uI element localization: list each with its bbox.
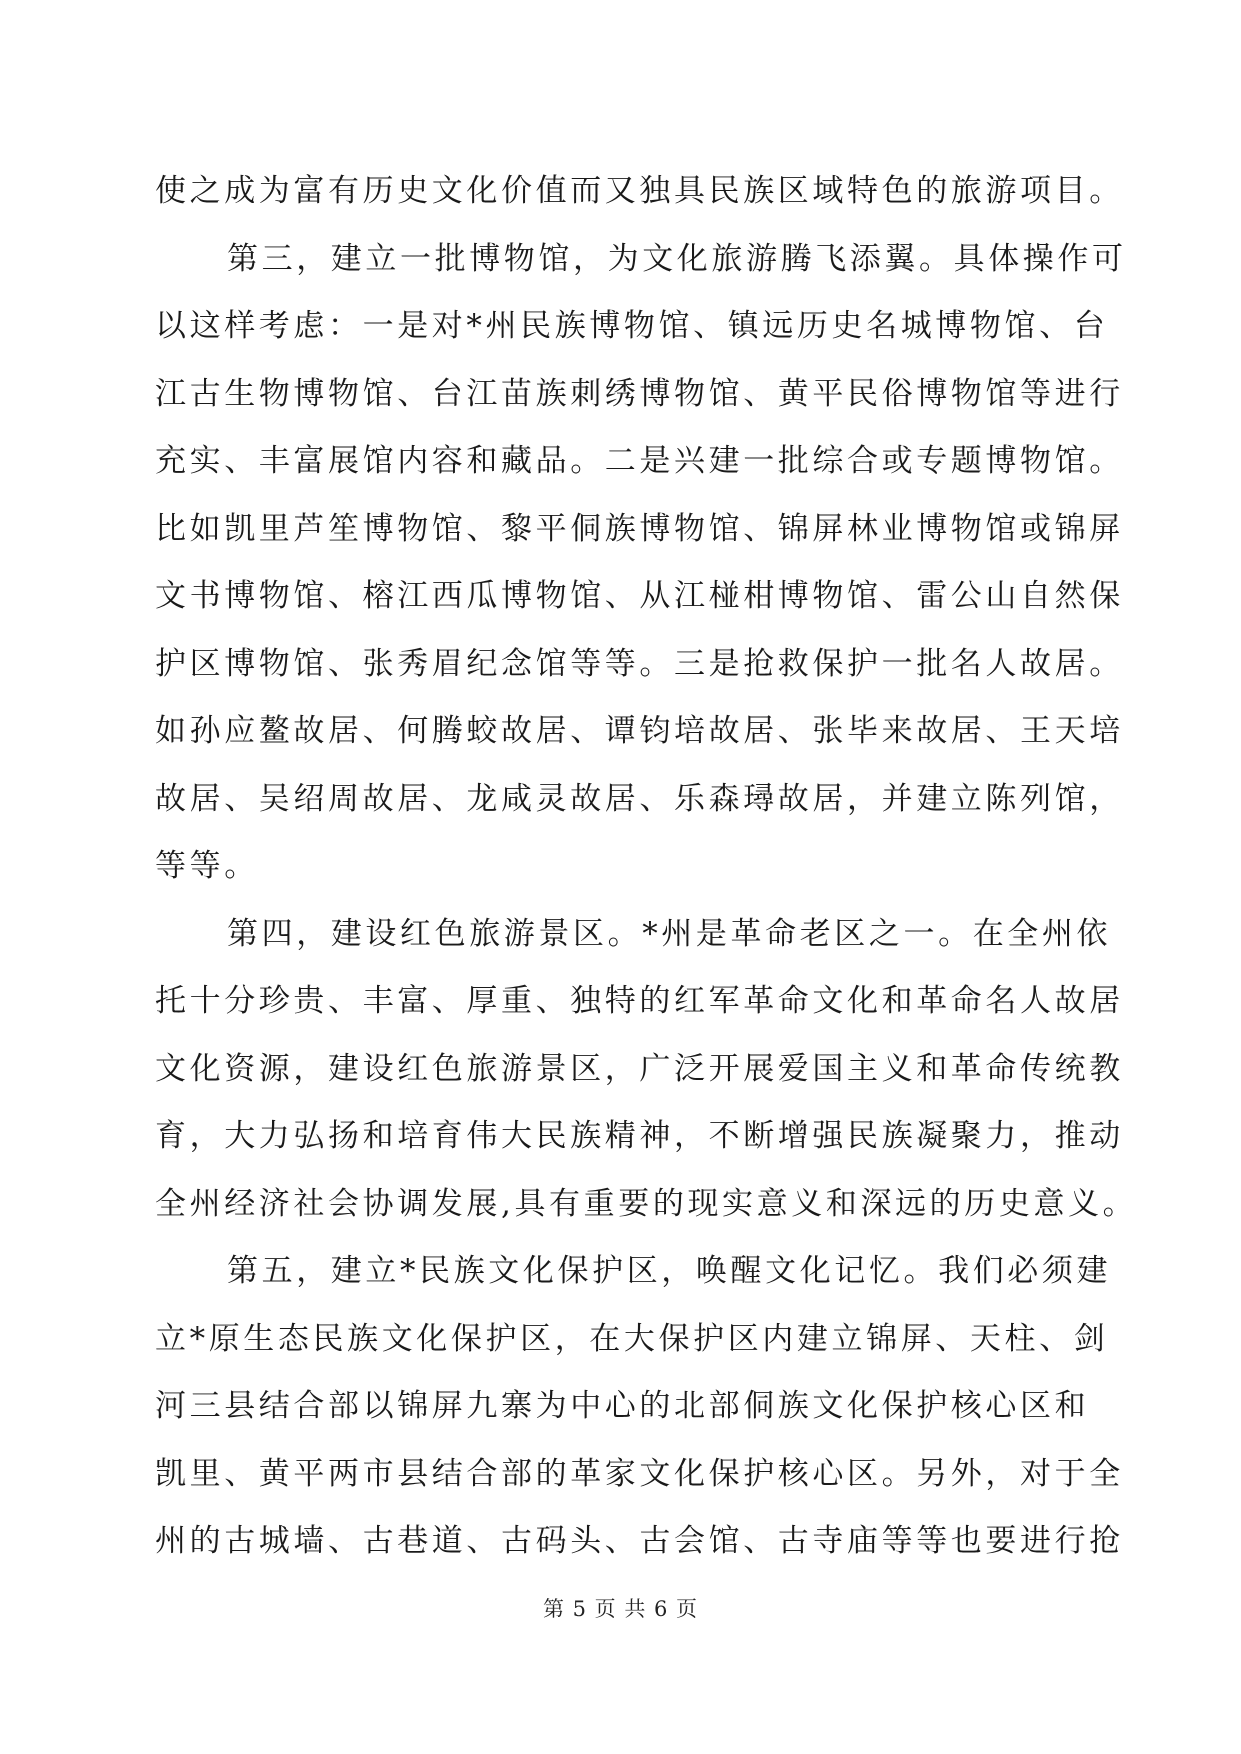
text-line: 以这样考虑：一是对*州民族博物馆、镇远历史名城博物馆、台: [155, 308, 1109, 344]
text-line: 立*原生态民族文化保护区，在大保护区内建立锦屏、天柱、剑: [155, 1320, 1109, 1357]
text-line: 全州经济社会协调发展,具有重要的现实意义和深远的历史意义。: [155, 1185, 1138, 1222]
text-line: 如孙应鳌故居、何腾蛟故居、谭钧培故居、张毕来故居、王天培: [155, 713, 1124, 749]
text-line: 第五，建立*民族文化保护区，唤醒文化记忆。我们必须建: [227, 1253, 1112, 1289]
text-line: 护区博物馆、张秀眉纪念馆等等。三是抢救保护一批名人故居。: [155, 645, 1124, 682]
text-line: 第三，建立一批博物馆，为文化旅游腾飞添翼。具体操作可: [227, 240, 1127, 277]
text-line: 文化资源，建设红色旅游景区，广泛开展爱国主义和革命传统教: [155, 1050, 1124, 1087]
text-line: 州的古城墙、古巷道、古码头、古会馆、古寺庙等等也要进行抢: [155, 1523, 1124, 1559]
text-line: 育，大力弘扬和培育伟大民族精神，不断增强民族凝聚力，推动: [155, 1118, 1124, 1154]
text-line: 河三县结合部以锦屏九寨为中心的北部侗族文化保护核心区和: [155, 1388, 1090, 1424]
text-line: 比如凯里芦笙博物馆、黎平侗族博物馆、锦屏林业博物馆或锦屏: [155, 510, 1124, 547]
text-line: 故居、吴绍周故居、龙咸灵故居、乐森璕故居，并建立陈列馆，: [155, 780, 1124, 817]
page-footer: 第 5 页 共 6 页: [542, 1597, 699, 1621]
text-line: 文书博物馆、榕江西瓜博物馆、从江椪柑博物馆、雷公山自然保: [155, 578, 1124, 614]
text-line: 使之成为富有历史文化价值而又独具民族区域特色的旅游项目。: [155, 173, 1124, 209]
text-line: 等等。: [155, 848, 259, 884]
text-line: 凯里、黄平两市县结合部的革家文化保护核心区。另外，对于全: [155, 1455, 1124, 1492]
text-line: 充实、丰富展馆内容和藏品。二是兴建一批综合或专题博物馆。: [155, 443, 1124, 479]
text-line: 托十分珍贵、丰富、厚重、独特的红军革命文化和革命名人故居: [155, 983, 1124, 1019]
text-line: 第四，建设红色旅游景区。*州是革命老区之一。在全州依: [227, 915, 1112, 952]
body-text: [155, 158, 1138, 1576]
text-line: 江古生物博物馆、台江苗族刺绣博物馆、黄平民俗博物馆等进行: [155, 375, 1124, 412]
